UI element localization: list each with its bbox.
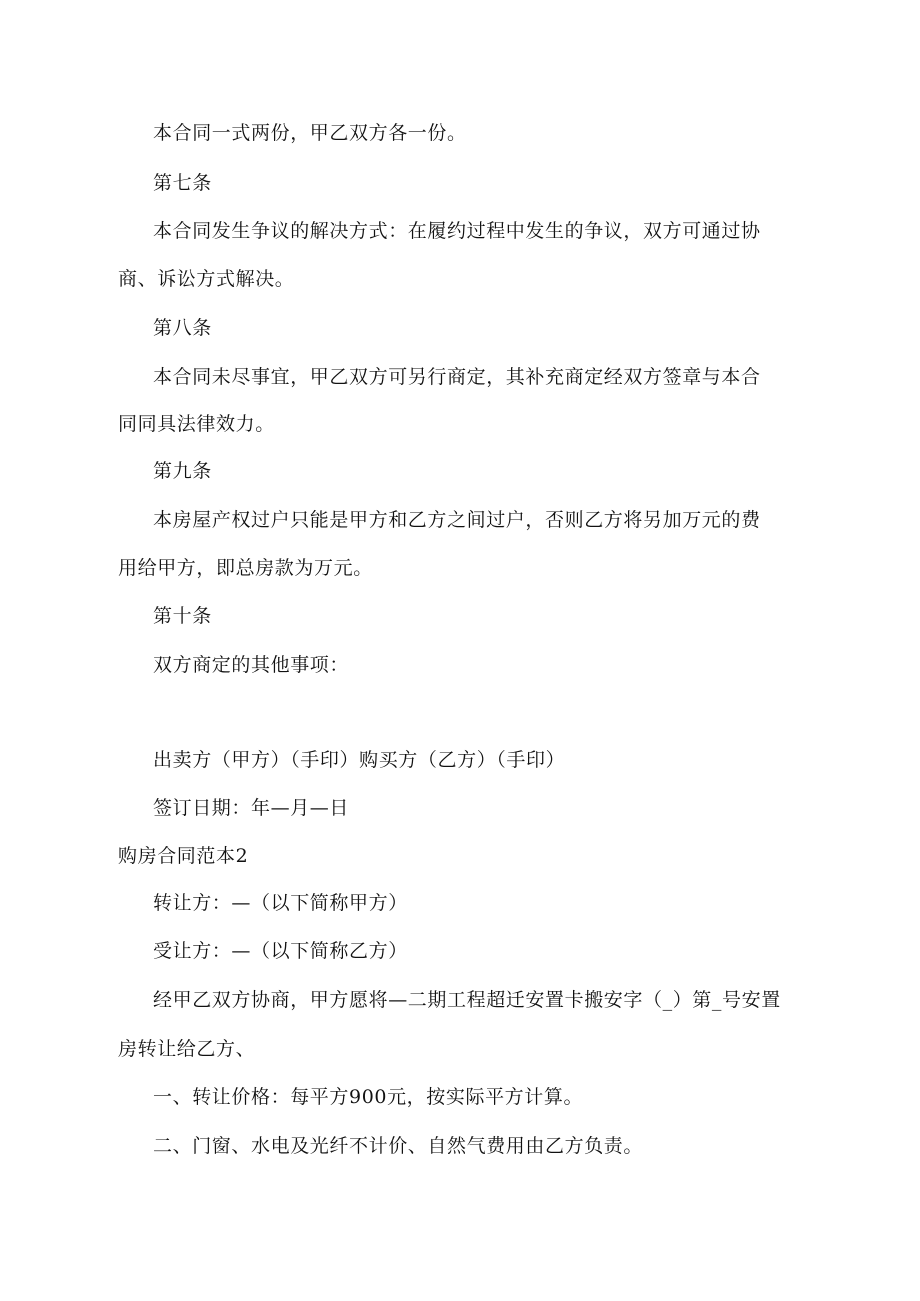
clause-two-utilities: 二、门窗、水电及光纤不计价、自然气费用由乙方负责。 [153,1135,644,1157]
paragraph-dispute-line-2: 商、诉讼方式解决。 [118,268,295,290]
paragraph-copies: 本合同一式两份，甲乙双方各一份。 [153,122,467,144]
paragraph-dispute-line-1: 本合同发生争议的解决方式：在履约过程中发生的争议，双方可通过协 [153,220,761,242]
paragraph-agreement-line-1: 经甲乙双方协商，甲方愿将—二期工程超迁安置卡搬安字（_）第_号安置 [153,989,781,1011]
clause-one-price: 一、转让价格：每平方900元，按实际平方计算。 [153,1086,584,1108]
signing-date-line: 签订日期：年—月—日 [153,797,350,819]
transferee-line: 受让方：—（以下简称乙方） [153,940,408,962]
paragraph-supplement-line-1: 本合同未尽事宜，甲乙双方可另行商定，其补充商定经双方签章与本合 [153,366,761,388]
article-seven-heading: 第七条 [153,172,212,194]
section-title-contract-2: 购房合同范本2 [118,845,249,867]
signature-parties-line: 出卖方（甲方）（手印）购买方（乙方）（手印） [153,749,566,771]
paragraph-transfer-line-2: 用给甲方，即总房款为万元。 [118,557,373,579]
paragraph-transfer-line-1: 本房屋产权过户只能是甲方和乙方之间过户，否则乙方将另加万元的费 [153,509,761,531]
paragraph-other-matters: 双方商定的其他事项： [153,654,350,676]
article-eight-heading: 第八条 [153,317,212,339]
paragraph-supplement-line-2: 同同具法律效力。 [118,413,275,435]
transferor-line: 转让方：—（以下简称甲方） [153,892,408,914]
paragraph-agreement-line-2: 房转让给乙方、 [118,1038,256,1060]
article-nine-heading: 第九条 [153,460,212,482]
article-ten-heading: 第十条 [153,605,212,627]
